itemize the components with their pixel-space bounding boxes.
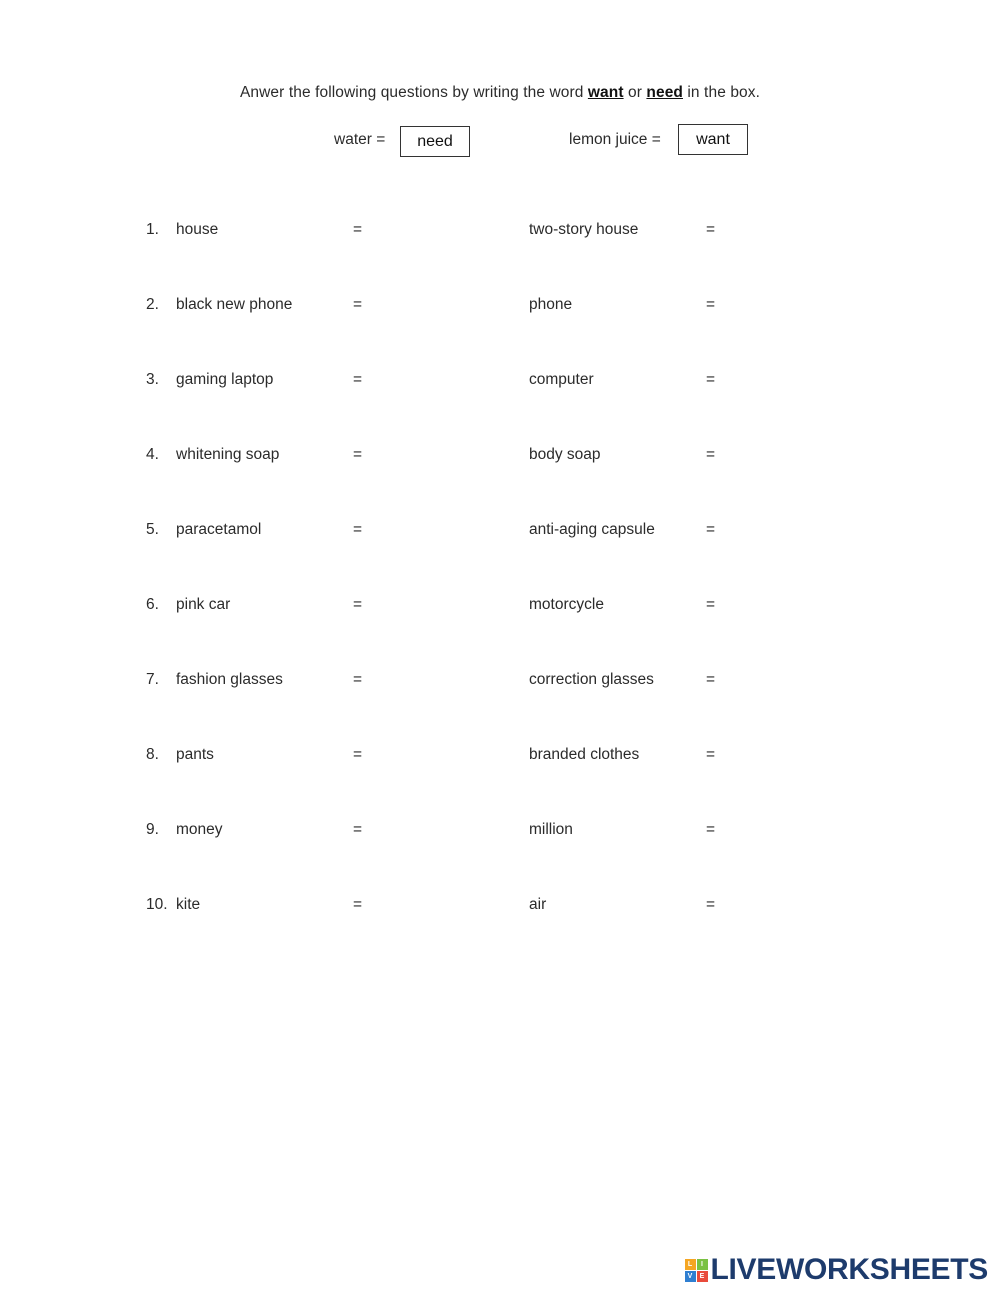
question-number: 6.	[146, 596, 159, 613]
equals-sign: =	[706, 371, 716, 388]
instruction-word-need: need	[646, 84, 683, 101]
equals-sign: =	[353, 671, 363, 688]
question-right-item: body soap	[529, 446, 601, 463]
question-left-item: pink car	[176, 596, 231, 613]
equals-sign: =	[706, 221, 716, 238]
liveworksheets-mark-icon: L I V E	[685, 1259, 708, 1282]
question-left-item: house	[176, 221, 219, 238]
equals-sign: =	[706, 596, 716, 613]
question-left-item: fashion glasses	[176, 671, 283, 688]
question-number: 9.	[146, 821, 159, 838]
liveworksheets-logo	[685, 1253, 989, 1287]
question-left-item: gaming laptop	[176, 371, 274, 388]
equals-sign: =	[706, 821, 716, 838]
question-left-item: kite	[176, 896, 201, 913]
question-left-item: pants	[176, 746, 214, 763]
instructions	[0, 84, 1000, 102]
equals-sign: =	[353, 821, 363, 838]
question-number: 1.	[146, 221, 159, 238]
question-right-item: two-story house	[529, 221, 639, 238]
question-number: 10.	[146, 896, 168, 913]
question-number: 7.	[146, 671, 159, 688]
instruction-word-want: want	[587, 84, 624, 101]
question-right-item: phone	[529, 296, 573, 313]
question-right-item: computer	[529, 371, 594, 388]
question-right-item: anti-aging capsule	[529, 521, 655, 538]
equals-sign: =	[706, 446, 716, 463]
instruction-prefix: Anwer the following questions by writing the word	[239, 84, 588, 101]
question-number: 2.	[146, 296, 159, 313]
equals-sign: =	[706, 896, 716, 913]
liveworksheets-wordmark: LIVEWORKSHEETS	[710, 1253, 988, 1286]
question-right-item: air	[529, 896, 547, 913]
equals-sign: =	[706, 746, 716, 763]
question-left-item: money	[176, 821, 223, 838]
equals-sign: =	[353, 446, 363, 463]
question-number: 8.	[146, 746, 159, 763]
question-left-item: black new phone	[176, 296, 293, 313]
equals-sign: =	[353, 371, 363, 388]
equals-sign: =	[706, 521, 716, 538]
instruction-suffix: in the box.	[682, 84, 761, 101]
question-left-item: whitening soap	[176, 446, 280, 463]
question-number: 5.	[146, 521, 159, 538]
example-lemon-juice-answer-box: want	[678, 124, 748, 155]
equals-sign: =	[353, 296, 363, 313]
question-right-item: motorcycle	[529, 596, 604, 613]
instruction-middle: or	[623, 84, 647, 101]
equals-sign: =	[353, 746, 363, 763]
question-right-item: branded clothes	[529, 746, 640, 763]
example-water-answer-box: need	[400, 126, 470, 157]
equals-sign: =	[353, 596, 363, 613]
question-right-item: correction glasses	[529, 671, 654, 688]
question-number: 4.	[146, 446, 159, 463]
question-left-item: paracetamol	[176, 521, 262, 538]
equals-sign: =	[706, 671, 716, 688]
equals-sign: =	[706, 296, 716, 313]
example-lemon-juice-label: lemon juice =	[569, 131, 661, 148]
question-right-item: million	[529, 821, 573, 838]
equals-sign: =	[353, 221, 363, 238]
equals-sign: =	[353, 896, 363, 913]
question-number: 3.	[146, 371, 159, 388]
equals-sign: =	[353, 521, 363, 538]
example-water-label: water =	[334, 131, 386, 148]
